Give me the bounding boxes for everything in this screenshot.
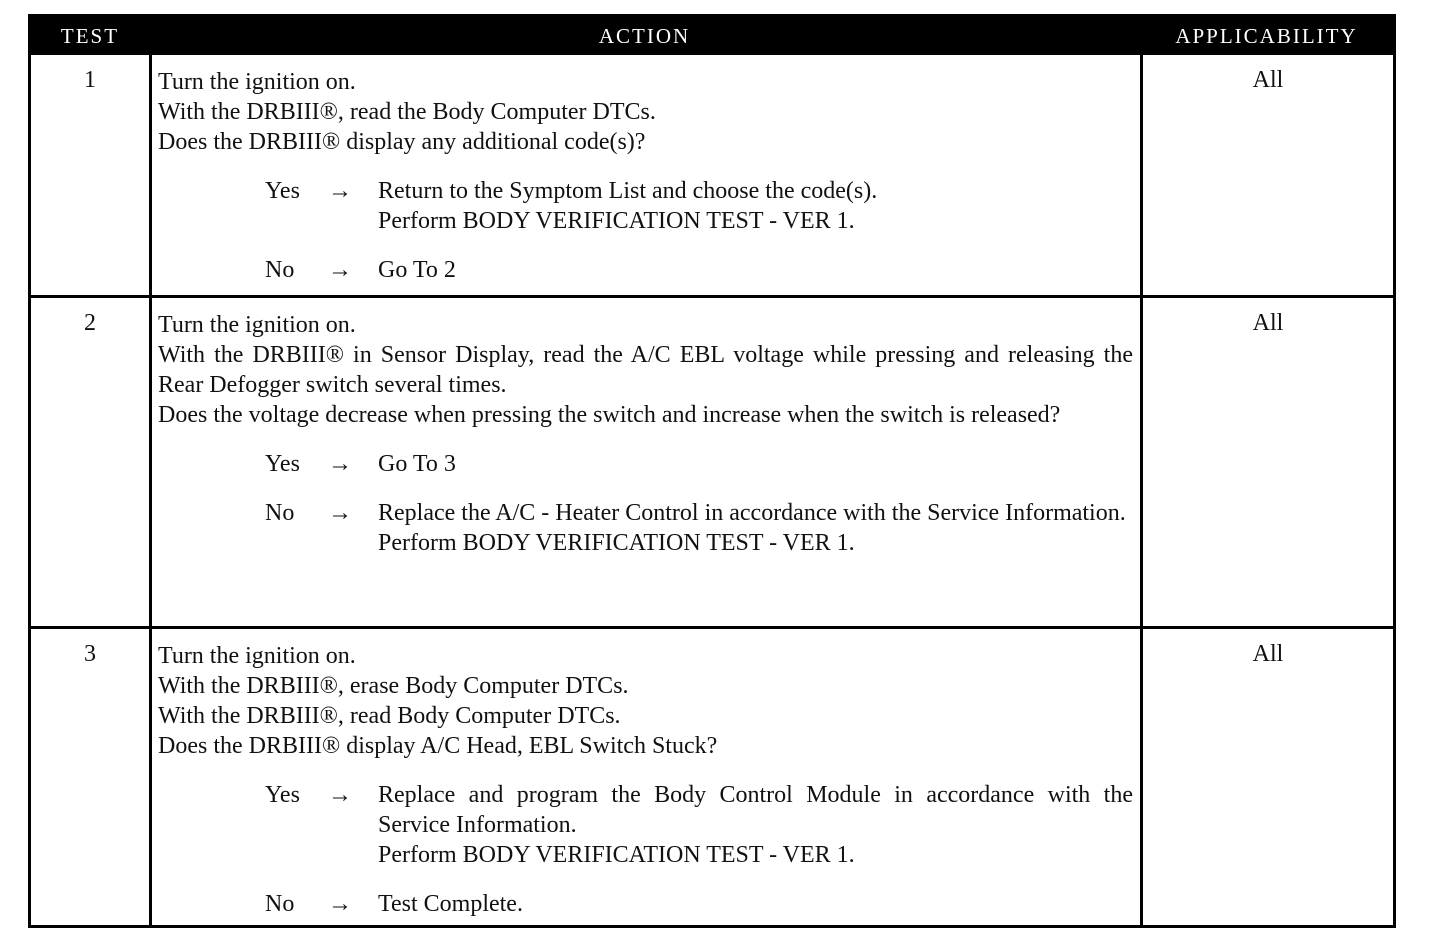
action-step: Turn the ignition on. (158, 312, 356, 338)
action-cell (158, 67, 1133, 285)
outcome-line: Go To 2 (378, 257, 456, 283)
outcome-text (378, 255, 1133, 285)
outcome-yes (158, 176, 1133, 236)
action-cell (158, 641, 1133, 919)
outcome-line: Replace and program the Body Control Module in accordance with the Service Information. (378, 782, 1133, 838)
outcome-text (378, 780, 1133, 870)
test-number: 3 (84, 641, 96, 667)
right-arrow-icon: → (328, 178, 352, 204)
action-step: Turn the ignition on. (158, 69, 356, 95)
action-step: Does the voltage decrease when pressing the switch and increase when the switch is released? (158, 402, 1061, 428)
right-arrow-icon: → (328, 451, 352, 477)
outcome-line: Perform BODY VERIFICATION TEST - VER 1. (378, 842, 855, 868)
outcome-label: Yes (265, 178, 300, 204)
outcome-label: Yes (265, 451, 300, 477)
header-action: ACTION (598, 24, 691, 48)
outcome-label: No (265, 257, 295, 283)
diagnostic-test-table (28, 14, 1396, 928)
right-arrow-icon: → (328, 500, 352, 526)
table-row (31, 295, 1393, 626)
table-header-row (31, 17, 1393, 55)
outcome-line: Perform BODY VERIFICATION TEST - VER 1. (378, 530, 855, 556)
right-arrow-icon: → (328, 891, 352, 917)
right-arrow-icon: → (328, 782, 352, 808)
outcome-no (158, 889, 1133, 919)
outcome-line: Return to the Symptom List and choose the code(s). (378, 178, 878, 204)
applicability-cell: All (1252, 641, 1284, 667)
table-row (31, 626, 1393, 925)
outcome-text (378, 889, 1133, 919)
outcome-text (378, 449, 1133, 479)
outcome-no (158, 255, 1133, 285)
outcome-yes (158, 449, 1133, 479)
outcome-no (158, 498, 1133, 558)
right-arrow-icon: → (328, 257, 352, 283)
outcome-line: Replace the A/C - Heater Control in accordance with the Service Information. (378, 500, 1126, 526)
applicability-cell: All (1252, 67, 1284, 93)
outcome-line: Test Complete. (378, 891, 523, 917)
action-step: With the DRBIII®, read the Body Computer DTCs. (158, 99, 656, 125)
action-step: Does the DRBIII® display any additional code(s)? (158, 129, 646, 155)
header-applicability: APPLICABILITY (1175, 24, 1358, 48)
action-step: With the DRBIII®, read Body Computer DTCs. (158, 703, 621, 729)
outcome-yes (158, 780, 1133, 870)
outcome-label: No (265, 891, 295, 917)
test-number: 1 (84, 67, 96, 93)
applicability-cell: All (1252, 310, 1284, 336)
outcome-text (378, 498, 1133, 558)
outcome-label: Yes (265, 782, 300, 808)
outcome-label: No (265, 500, 295, 526)
test-number: 2 (84, 310, 96, 336)
action-step: With the DRBIII® in Sensor Display, read the A/C EBL voltage while pressing and releasing the Rear Defogger switch several times. (158, 342, 1133, 398)
outcome-text (378, 176, 1133, 236)
action-step: Turn the ignition on. (158, 643, 356, 669)
action-step: With the DRBIII®, erase Body Computer DTCs. (158, 673, 629, 699)
header-test: TEST (60, 24, 120, 48)
outcome-line: Perform BODY VERIFICATION TEST - VER 1. (378, 208, 855, 234)
action-cell (158, 310, 1133, 558)
outcome-line: Go To 3 (378, 451, 456, 477)
table-row (31, 55, 1393, 295)
action-step: Does the DRBIII® display A/C Head, EBL Switch Stuck? (158, 733, 718, 759)
